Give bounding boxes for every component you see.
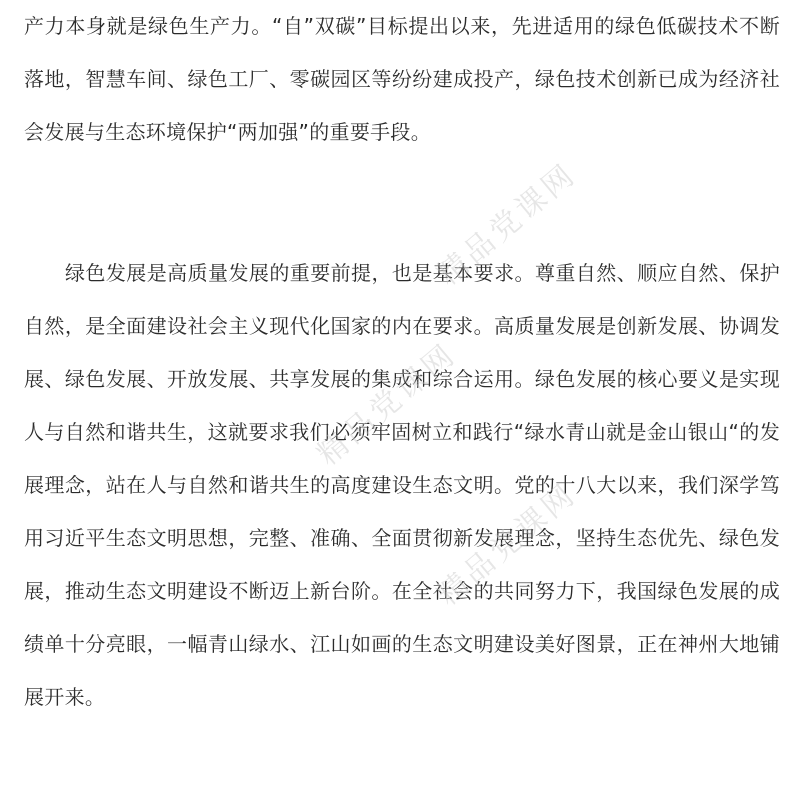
watermark: 精品党课网	[430, 156, 584, 293]
paragraph-continued: 产力本身就是绿色生产力。“自”双碳”目标提出以来，先进适用的绿色低碳技术不断落地，智慧车间、绿色工厂、零碳园区等纷纷建成投产，绿色技术创新已成为经济社会发展与生态环境保护“两加强”的重要手段。	[24, 14, 780, 144]
watermark: 精品党课网	[310, 336, 464, 473]
watermark: 精品党课网	[430, 476, 584, 613]
paragraph-green-development: 绿色发展是高质量发展的重要前提，也是基本要求。尊重自然、顺应自然、保护自然，是全面建设社会主义现代化国家的内在要求。高质量发展是创新发展、协调发展、绿色发展、开放发展、共享发展的集成和综合运用。绿色发展的核心要义是实现人与自然和谐共生，这就要求我们必须牢固树立和践行“绿水青山就是金山银山“的发展理念，站在人与自然和谐共生的高度建设生态文明。党的十八大以来，我们深学笃用习近平生态文明思想，完整、准确、全面贯彻新发展理念，坚持生态优先、绿色发展，推动生态文明建设不断迈上新台阶。在全社会的共同努力下，我国绿色发展的成绩单十分亮眼，一幅青山绿水、江山如画的生态文明建设美好图景，正在神州大地铺展开来。	[24, 261, 780, 709]
